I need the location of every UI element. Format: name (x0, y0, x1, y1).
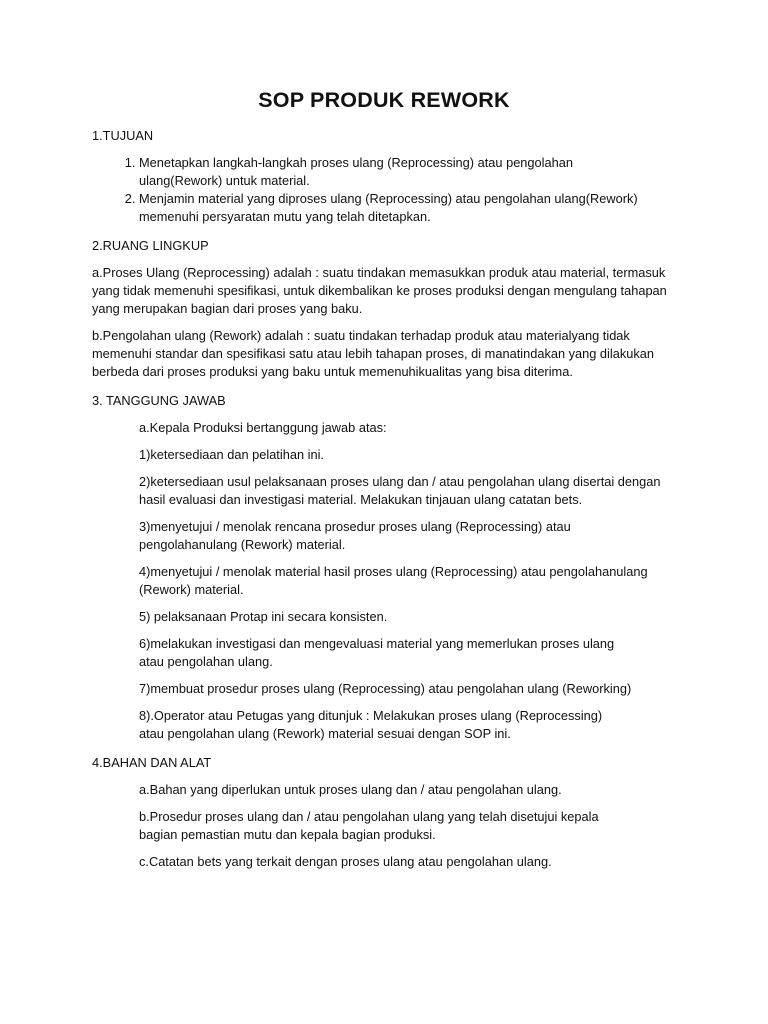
list-item: 8).Operator atau Petugas yang ditunjuk : Melakukan proses ulang (Reprocessing) atau pengolahan ulang (Rework) material sesuai dengan SOP ini. (139, 708, 603, 741)
list-item: 7)membuat prosedur proses ulang (Reprocessing) atau pengolahan ulang (Reworking) (139, 681, 632, 696)
tujuan-list (92, 154, 676, 226)
paragraph: b.Pengolahan ulang (Rework) adalah : suatu tindakan terhadap produk atau materialyang tidak memenuhi standar dan spesifikasi satu atau lebih tahapan proses, di manatindakan yang dilakukan berbeda dari proses produksi yang baku untuk memenuhikualitas yang bisa diterima. (92, 328, 655, 379)
list-item: b.Prosedur proses ulang dan / atau pengolahan ulang yang telah disetujui kepala bagian pemastian mutu dan kepala bagian produksi. (139, 809, 599, 842)
paragraph: a.Proses Ulang (Reprocessing) adalah : suatu tindakan memasukkan produk atau material, termasuk yang tidak memenuhi spesifikasi, untuk dikembalikan ke proses produksi dengan mengulang tahapan yang merupakan bagian dari proses yang baku. (92, 265, 667, 316)
list-item: c.Catatan bets yang terkait dengan proses ulang atau pengolahan ulang. (139, 854, 552, 869)
section-heading-ruang-lingkup: 2.RUANG LINGKUP (92, 238, 209, 253)
list-item: 1. Menetapkan langkah-langkah proses ulang (Reprocessing) atau pengolahan ulang(Rework) untuk material. (139, 154, 639, 190)
tanggung-jawab-list (92, 419, 676, 743)
list-item: 3)menyetujui / menolak rencana prosedur proses ulang (Reprocessing) atau pengolahanulang (Rework) material. (139, 519, 571, 552)
section-heading-tanggung-jawab: 3. TANGGUNG JAWAB (92, 393, 226, 408)
list-item: a.Bahan yang diperlukan untuk proses ulang dan / atau pengolahan ulang. (139, 782, 562, 797)
list-item: 2. Menjamin material yang diproses ulang (Reprocessing) atau pengolahan ulang(Rework) memenuhi persyaratan mutu yang telah ditetapkan. (139, 190, 649, 226)
list-item: 6)melakukan investigasi dan mengevaluasi material yang memerlukan proses ulang atau pengolahan ulang. (139, 636, 615, 669)
list-item: 1)ketersediaan dan pelatihan ini. (139, 447, 324, 462)
section-heading-bahan-alat: 4.BAHAN DAN ALAT (92, 755, 212, 770)
document-title: SOP PRODUK REWORK (258, 88, 510, 112)
list-item: 2)ketersediaan usul pelaksanaan proses ulang dan / atau pengolahan ulang disertai dengan hasil evaluasi dan investigasi material. Melakukan tinjauan ulang catatan bets. (139, 474, 661, 507)
list-item: a.Kepala Produksi bertanggung jawab atas: (139, 420, 387, 435)
list-item: 5) pelaksanaan Protap ini secara konsisten. (139, 609, 388, 624)
list-item: 4)menyetujui / menolak material hasil proses ulang (Reprocessing) atau pengolahanulang (Rework) material. (139, 564, 648, 597)
bahan-alat-list (92, 781, 676, 871)
section-heading-tujuan: 1.TUJUAN (92, 128, 154, 143)
